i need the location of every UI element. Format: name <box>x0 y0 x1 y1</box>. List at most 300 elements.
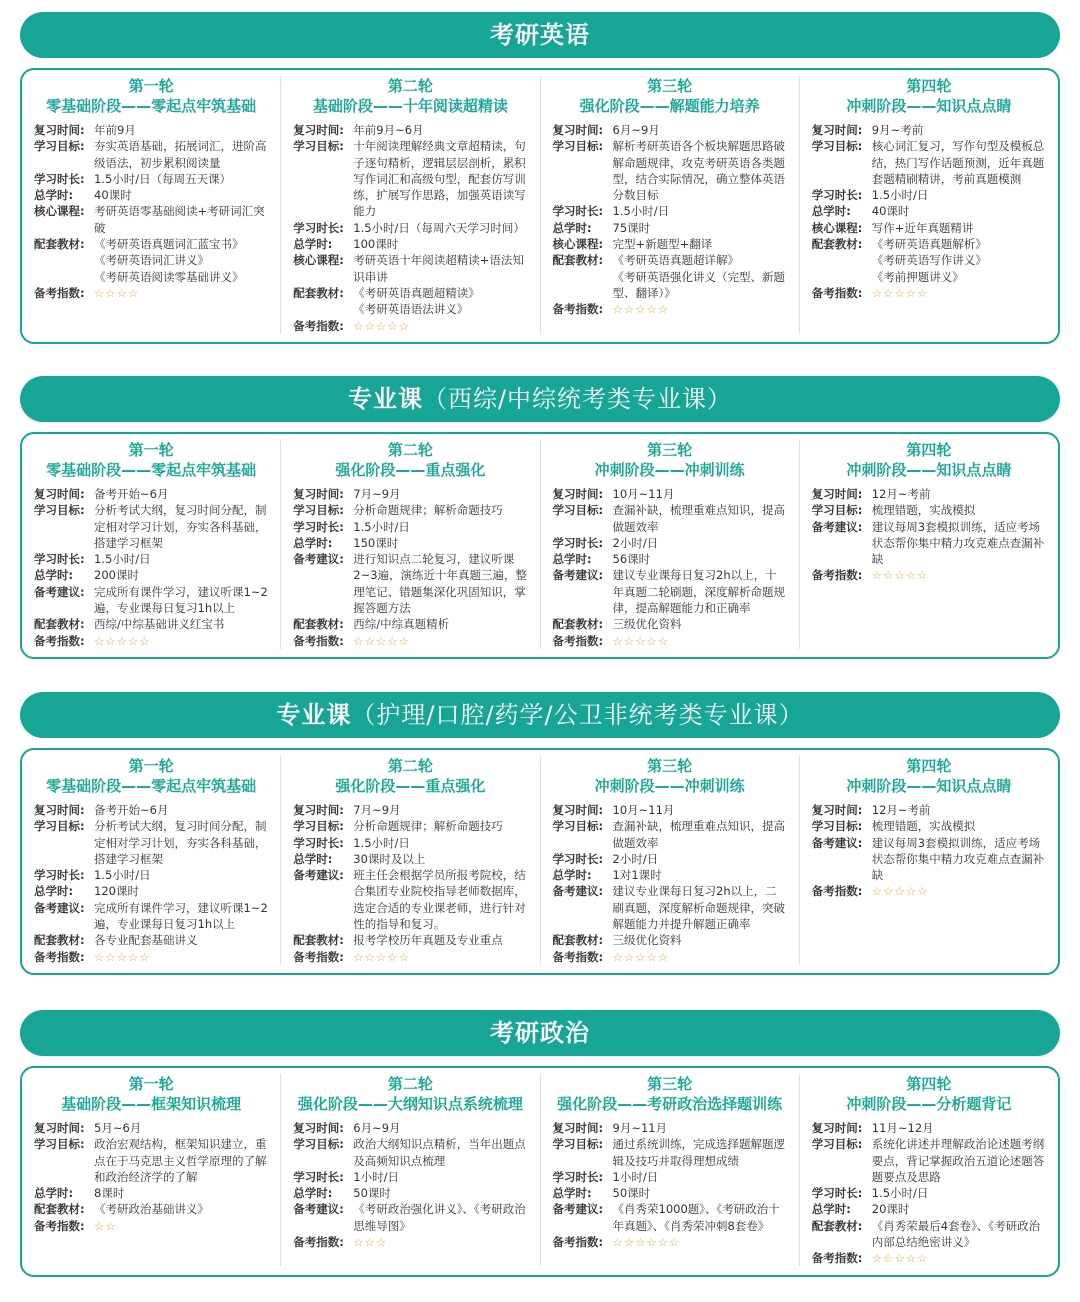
info-row <box>812 1120 1046 1136</box>
rating-stars: ☆☆☆☆☆ <box>353 318 410 333</box>
info-row <box>553 138 787 203</box>
info-value: 1.5小时/日 <box>353 519 410 534</box>
stage-title: 零基础阶段——零起点牢筑基础 <box>46 777 257 795</box>
info-value: 解析考研英语各个板块解题思路破解命题规律，攻克考研英语各类题型，结合实际情况，确立整体英语分数目标 <box>612 139 785 203</box>
info-row <box>34 567 268 583</box>
info-row <box>812 802 1046 818</box>
info-label: 配套教材: <box>552 933 604 948</box>
round-header <box>293 440 527 480</box>
section-banner <box>20 376 1060 422</box>
info-value: 2小时/日 <box>612 851 659 866</box>
info-label: 备考建议: <box>811 835 863 850</box>
info-value: 12月~考前 <box>871 487 931 501</box>
info-row <box>812 122 1046 138</box>
info-value: 三级优化资料 <box>612 617 682 632</box>
info-row <box>812 203 1046 219</box>
round-column <box>799 1074 1058 1267</box>
info-label: 配套教材: <box>811 1218 863 1233</box>
info-label: 学习时长: <box>293 1169 344 1184</box>
plan-section <box>20 12 1060 344</box>
round-column <box>540 76 799 334</box>
plan-section <box>20 1010 1060 1277</box>
info-label: 学习时长: <box>552 851 604 866</box>
info-value: 75课时 <box>612 220 651 235</box>
info-label: 复习时间: <box>811 1121 863 1135</box>
info-label: 复习时间: <box>811 487 863 501</box>
info-row <box>553 633 787 649</box>
info-row <box>553 1169 787 1185</box>
rating-stars: ☆☆☆☆☆ <box>871 568 929 583</box>
info-value: 9月~11月 <box>612 1121 668 1135</box>
info-value: 政治大纲知识点精析，当年出题点及高频知识点梳理 <box>353 1137 526 1168</box>
info-value: 120课时 <box>94 884 139 899</box>
round-column <box>22 440 280 649</box>
round-number: 第三轮 <box>647 441 693 459</box>
info-row <box>812 835 1046 884</box>
info-label: 学习目标: <box>552 503 604 518</box>
round-number: 第二轮 <box>387 441 433 459</box>
info-row <box>553 867 787 883</box>
info-label: 总学时: <box>34 884 74 899</box>
info-value: 7月~9月 <box>353 803 401 817</box>
round-number: 第三轮 <box>647 77 693 95</box>
stage-title: 零基础阶段——零起点牢筑基础 <box>46 97 257 115</box>
info-label: 备考建议: <box>293 552 344 567</box>
stage-title: 强化阶段——考研政治选择题训练 <box>557 1095 783 1113</box>
round-column <box>540 440 799 649</box>
info-row <box>34 187 268 203</box>
round-column <box>799 440 1058 649</box>
info-row <box>812 818 1046 834</box>
round-number: 第三轮 <box>647 1075 693 1093</box>
info-label: 配套教材: <box>293 617 344 632</box>
info-value: 1小时/日 <box>612 1169 659 1184</box>
info-row <box>553 236 787 252</box>
info-row <box>34 122 268 138</box>
info-value: 西综/中综真题精析 <box>353 617 450 632</box>
stage-title: 冲刺阶段——知识点点睛 <box>846 777 1012 795</box>
info-label: 备考指数: <box>552 1235 604 1250</box>
info-row <box>293 1136 527 1169</box>
round-header <box>812 440 1046 480</box>
info-value: 系统化讲述并理解政治论述题考纲要点，背记掌握政治五道论述题答题要点及思路 <box>871 1137 1045 1184</box>
info-row <box>812 567 1046 583</box>
info-row <box>293 486 527 502</box>
info-value: 《考研英语真题解析》 《考研英语写作讲义》 《考前押题讲义》 <box>871 237 987 284</box>
round-number: 第一轮 <box>128 441 174 459</box>
info-value: 40课时 <box>94 188 132 203</box>
round-number: 第二轮 <box>387 757 433 775</box>
rating-stars: ☆☆☆☆ <box>94 285 140 300</box>
info-row <box>293 252 527 285</box>
info-row <box>293 949 527 965</box>
stage-title: 基础阶段——十年阅读超精读 <box>312 97 508 115</box>
info-label: 学习目标: <box>34 819 85 834</box>
info-label: 学习时长: <box>34 552 85 567</box>
info-row <box>34 502 268 551</box>
info-label: 复习时间: <box>293 123 344 137</box>
info-value: 三级优化资料 <box>612 933 682 948</box>
info-row <box>812 1185 1046 1201</box>
info-row <box>34 486 268 502</box>
info-value: 各专业配套基础讲义 <box>94 933 198 948</box>
info-row <box>553 567 787 616</box>
info-label: 备考指数: <box>293 318 344 333</box>
info-label: 总学时: <box>552 868 592 883</box>
rating-stars: ☆☆☆☆☆ <box>612 302 670 317</box>
info-row <box>553 1136 787 1169</box>
section-title: 专业课 <box>347 385 423 413</box>
info-value: 建议每周3套模拟训练，适应考场状态帮你集中精力攻克难点查漏补缺 <box>871 835 1045 883</box>
info-row <box>34 949 268 965</box>
info-label: 配套教材: <box>34 237 85 252</box>
info-row <box>34 171 268 187</box>
info-label: 备考指数: <box>34 949 85 964</box>
info-label: 配套教材: <box>552 253 604 268</box>
info-row <box>812 883 1046 899</box>
info-value: 分析命题规律；解析命题技巧 <box>353 503 503 518</box>
info-row <box>293 236 527 252</box>
info-label: 学习时长: <box>34 171 85 186</box>
round-column <box>799 756 1058 965</box>
round-header <box>553 440 787 480</box>
info-label: 学习时长: <box>811 188 863 203</box>
info-row <box>293 1120 527 1136</box>
round-header <box>553 76 787 116</box>
info-value: 10月~11月 <box>612 487 675 501</box>
stage-title: 冲刺阶段——知识点点睛 <box>846 97 1012 115</box>
info-value: 50课时 <box>353 1186 391 1201</box>
round-header <box>293 76 527 116</box>
round-column <box>22 1074 280 1267</box>
info-value: 150课时 <box>353 535 399 550</box>
info-value: 年前9月~6月 <box>353 123 424 137</box>
info-label: 备考指数: <box>552 302 604 317</box>
info-value: 《考研英语真题超精读》 《考研英语语法讲义》 <box>353 285 480 317</box>
info-row <box>293 932 527 948</box>
info-row <box>34 633 268 649</box>
info-label: 学习目标: <box>811 1137 863 1152</box>
section-subtitle: （护理/口腔/药学/公卫非统考类专业课） <box>351 701 804 729</box>
info-row <box>553 851 787 867</box>
info-label: 学习目标: <box>811 139 863 154</box>
info-row <box>812 285 1046 301</box>
info-row <box>34 138 268 171</box>
info-label: 总学时: <box>293 237 333 252</box>
info-row <box>34 584 268 617</box>
rating-stars: ☆☆ <box>94 1218 117 1233</box>
info-label: 总学时: <box>293 1186 333 1201</box>
info-label: 复习时间: <box>811 123 863 137</box>
info-label: 备考指数: <box>811 285 863 300</box>
round-number: 第二轮 <box>387 77 433 95</box>
info-row <box>553 802 787 818</box>
info-label: 配套教材: <box>552 617 604 632</box>
stage-title: 冲刺阶段——知识点点睛 <box>846 461 1012 479</box>
info-value: 查漏补缺，梳理重难点知识，提高做题效率 <box>612 819 785 850</box>
info-label: 复习时间: <box>552 1121 604 1135</box>
info-row <box>34 203 268 236</box>
info-value: 建议每周3套模拟训练，适应考场状态帮你集中精力攻克难点查漏补缺 <box>871 519 1045 567</box>
section-card <box>20 68 1060 344</box>
info-label: 复习时间: <box>552 123 604 137</box>
info-value: 1.5小时/日 <box>612 204 670 219</box>
info-row <box>812 1218 1046 1251</box>
round-column <box>22 76 280 334</box>
info-value: 1.5小时/日 <box>94 552 151 567</box>
info-label: 学习目标: <box>811 503 863 518</box>
round-column <box>280 756 539 965</box>
info-value: 40课时 <box>871 204 910 219</box>
info-row <box>553 486 787 502</box>
info-value: 报考学校历年真题及专业重点 <box>353 933 503 948</box>
rating-stars: ☆☆☆☆☆ <box>353 949 410 964</box>
info-label: 学习时长: <box>552 204 604 219</box>
round-header <box>812 756 1046 796</box>
info-value: 1.5小时/日（每周六天学习时间） <box>353 220 525 235</box>
info-row <box>812 1250 1046 1266</box>
stage-title: 强化阶段——重点强化 <box>335 461 486 479</box>
info-label: 总学时: <box>552 1186 592 1201</box>
info-row <box>293 802 527 818</box>
info-row <box>293 851 527 867</box>
info-label: 备考建议: <box>552 884 604 899</box>
info-label: 学习目标: <box>552 819 604 834</box>
section-title: 专业课 <box>276 701 352 729</box>
info-row <box>293 867 527 932</box>
info-row <box>293 535 527 551</box>
info-row <box>293 519 527 535</box>
rating-stars: ☆☆☆☆☆ <box>871 285 929 300</box>
info-row <box>293 502 527 518</box>
stage-title: 强化阶段——解题能力培养 <box>579 97 760 115</box>
info-label: 备考指数: <box>811 1251 863 1266</box>
info-label: 总学时: <box>811 204 851 219</box>
info-row <box>553 220 787 236</box>
info-value: 查漏补缺，梳理重难点知识，提高做题效率 <box>612 503 785 534</box>
info-value: 政治宏观结构，框架知识建立，重点在于马克思主义哲学原理的了解和政治经济学的了解 <box>94 1137 267 1184</box>
info-label: 学习时长: <box>293 220 344 235</box>
info-label: 总学时: <box>811 1202 851 1217</box>
round-column <box>280 76 539 334</box>
info-value: 夯实英语基础，拓展词汇，进阶高级语法，初步累积阅读量 <box>94 139 267 170</box>
info-label: 学习目标: <box>293 503 344 518</box>
stage-title: 基础阶段——框架知识梳理 <box>61 1095 242 1113</box>
section-title: 考研政治 <box>490 1019 590 1047</box>
info-value: 年前9月 <box>94 123 136 137</box>
info-label: 复习时间: <box>552 803 604 817</box>
rating-stars: ☆☆☆ <box>353 1235 388 1250</box>
info-row <box>34 1218 268 1234</box>
info-value: 写作+近年真题精讲 <box>871 220 974 235</box>
info-label: 学习目标: <box>34 139 85 154</box>
rating-stars: ☆☆☆☆☆ <box>871 1251 929 1266</box>
info-row <box>293 220 527 236</box>
info-row <box>812 1136 1046 1185</box>
info-row <box>34 616 268 632</box>
info-label: 复习时间: <box>34 1121 85 1135</box>
info-label: 备考指数: <box>34 285 85 300</box>
info-label: 配套教材: <box>811 237 863 252</box>
info-row <box>812 519 1046 568</box>
round-header <box>812 76 1046 116</box>
round-column <box>540 756 799 965</box>
info-value: 1.5小时/日 <box>871 188 929 203</box>
info-value: 7月~9月 <box>353 487 401 501</box>
info-label: 总学时: <box>34 568 74 583</box>
info-value: 1对1课时 <box>612 868 662 883</box>
stage-title: 强化阶段——大纲知识点系统梳理 <box>297 1095 523 1113</box>
info-value: 备考开始~6月 <box>94 487 169 501</box>
info-label: 学习目标: <box>34 503 85 518</box>
info-label: 配套教材: <box>293 285 344 300</box>
info-value: 11月~12月 <box>871 1121 934 1135</box>
rating-stars: ☆☆☆☆☆ <box>871 884 929 899</box>
info-value: 6月~9月 <box>612 123 660 137</box>
round-number: 第三轮 <box>647 757 693 775</box>
info-row <box>34 1185 268 1201</box>
info-value: 1.5小时/日 <box>871 1186 929 1201</box>
info-value: 9月~考前 <box>871 123 924 137</box>
info-value: 5月~6月 <box>94 1121 142 1135</box>
info-label: 复习时间: <box>34 487 85 501</box>
round-header <box>34 76 268 116</box>
info-label: 备考建议: <box>34 900 85 915</box>
info-value: 《考研政治强化讲义》、《考研政治思维导图》 <box>353 1202 526 1233</box>
plan-section <box>20 376 1060 659</box>
rating-stars: ☆☆☆☆☆ <box>612 949 670 964</box>
info-label: 总学时: <box>293 851 333 866</box>
info-row <box>34 883 268 899</box>
info-row <box>34 802 268 818</box>
info-label: 复习时间: <box>34 803 85 817</box>
stage-title: 冲刺阶段——分析题背记 <box>846 1095 1012 1113</box>
info-row <box>553 502 787 535</box>
info-value: 1.5小时/日（每周五天课） <box>94 171 232 186</box>
info-row <box>553 203 787 219</box>
info-row <box>34 1136 268 1185</box>
round-number: 第一轮 <box>128 1075 174 1093</box>
info-value: 30课时及以上 <box>353 851 426 866</box>
info-label: 学习时长: <box>552 535 604 550</box>
info-label: 备考指数: <box>811 884 863 899</box>
plan-section <box>20 692 1060 975</box>
info-row <box>293 1201 527 1234</box>
info-row <box>34 818 268 867</box>
info-label: 备考指数: <box>34 1218 85 1233</box>
info-row <box>293 616 527 632</box>
info-label: 复习时间: <box>552 487 604 501</box>
info-label: 学习目标: <box>293 139 344 154</box>
round-column <box>799 76 1058 334</box>
rating-stars: ☆☆☆☆☆ <box>612 633 670 648</box>
rating-stars: ☆☆☆☆☆ <box>353 633 410 648</box>
info-label: 配套教材: <box>293 933 344 948</box>
info-label: 核心课程: <box>811 220 863 235</box>
info-label: 备考建议: <box>34 584 85 599</box>
round-number: 第一轮 <box>128 77 174 95</box>
info-value: 分析考试大纲，复习时间分配，制定相对学习计划，夯实各科基础，搭建学习框架 <box>94 819 267 866</box>
info-row <box>34 1201 268 1217</box>
info-label: 备考指数: <box>552 949 604 964</box>
info-label: 学习目标: <box>293 819 344 834</box>
round-header <box>553 756 787 796</box>
info-value: 200课时 <box>94 568 139 583</box>
info-value: 10月~11月 <box>612 803 675 817</box>
stage-title: 冲刺阶段——冲刺训练 <box>594 461 745 479</box>
info-row <box>812 187 1046 203</box>
info-value: 8课时 <box>94 1186 125 1201</box>
info-row <box>293 633 527 649</box>
info-value: 梳理错题，实战模拟 <box>871 819 976 834</box>
info-value: 12月~考前 <box>871 803 931 817</box>
round-header <box>293 756 527 796</box>
info-label: 学习时长: <box>811 1186 863 1201</box>
info-value: 核心词汇复习，写作句型及模板总结，热门写作话题预测，近年真题套题精刷精讲，考前真题模测 <box>871 139 1045 186</box>
info-row <box>293 1169 527 1185</box>
info-value: 《考研政治基础讲义》 <box>94 1202 209 1217</box>
info-label: 学习时长: <box>293 835 344 850</box>
round-column <box>540 1074 799 1267</box>
info-label: 备考指数: <box>293 949 344 964</box>
round-header <box>34 440 268 480</box>
info-label: 备考建议: <box>293 868 344 883</box>
info-value: 进行知识点二轮复习，建议听课2~3遍，演练近十年真题三遍，整理笔记、错题集深化巩固知识，掌握答题方法 <box>353 552 528 616</box>
stage-title: 零基础阶段——零起点牢筑基础 <box>46 461 257 479</box>
info-value: 《考研英语真题超详解》 《考研英语强化讲义（完型、新题型、翻译）》 <box>612 253 785 300</box>
round-header <box>34 756 268 796</box>
info-value: 通过系统训练，完成选择题解题逻辑及技巧并取得理想成绩 <box>612 1137 785 1168</box>
info-label: 复习时间: <box>34 123 85 137</box>
info-row <box>293 1234 527 1250</box>
info-value: 56课时 <box>612 552 651 567</box>
info-label: 总学时: <box>34 188 74 203</box>
info-label: 配套教材: <box>34 933 85 948</box>
info-row <box>553 1120 787 1136</box>
info-row <box>34 285 268 301</box>
info-row <box>812 138 1046 187</box>
info-label: 备考建议: <box>811 519 863 534</box>
round-header <box>812 1074 1046 1114</box>
round-number: 第四轮 <box>906 77 952 95</box>
info-label: 备考建议: <box>552 1202 604 1217</box>
round-column <box>280 440 539 649</box>
info-label: 备考指数: <box>293 633 344 648</box>
section-banner <box>20 1010 1060 1056</box>
section-card <box>20 748 1060 975</box>
round-header <box>34 1074 268 1114</box>
info-value: 6月~9月 <box>353 1121 401 1135</box>
info-label: 总学时: <box>552 220 592 235</box>
stage-title: 强化阶段——重点强化 <box>335 777 486 795</box>
info-value: 备考开始~6月 <box>94 803 169 817</box>
info-label: 配套教材: <box>34 617 85 632</box>
info-value: 分析命题规律；解析命题技巧 <box>353 819 503 834</box>
info-row <box>293 122 527 138</box>
info-row <box>293 318 527 334</box>
info-value: 100课时 <box>353 237 399 252</box>
info-value: 2小时/日 <box>612 535 659 550</box>
info-label: 核心课程: <box>293 253 344 268</box>
info-label: 备考指数: <box>293 1235 344 1250</box>
info-value: 建议专业课每日复习2h以上，二刷真题，深度解析命题规律，突破解题能力并提升解题正确率 <box>612 884 785 932</box>
info-label: 核心课程: <box>34 204 85 219</box>
info-label: 备考指数: <box>552 633 604 648</box>
info-row <box>34 932 268 948</box>
section-subtitle: （西综/中综统考类专业课） <box>422 385 733 413</box>
info-value: 西综/中综基础讲义红宝书 <box>94 617 225 632</box>
info-value: 1小时/日 <box>353 1169 399 1184</box>
